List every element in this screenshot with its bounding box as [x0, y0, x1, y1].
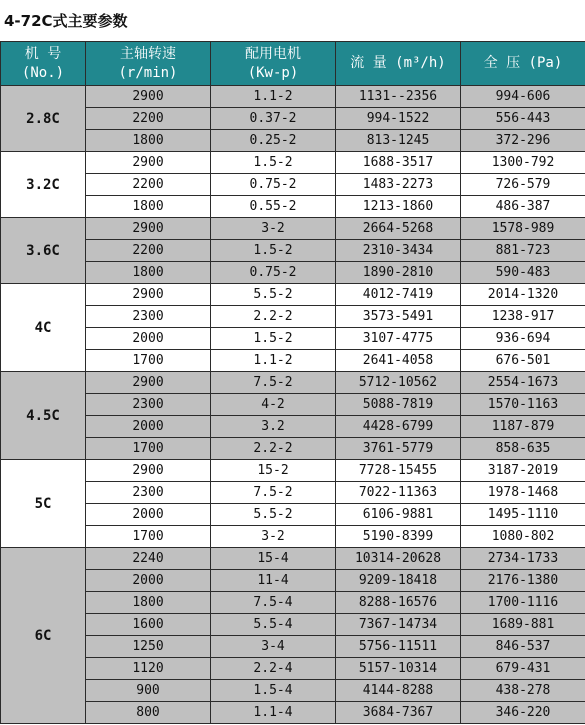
table-row: [1, 482, 585, 504]
header-row: [1, 42, 585, 86]
header-model: [1, 42, 86, 86]
flow-cell: 3573-5491: [336, 306, 461, 328]
motor-cell: 0.25-2: [211, 130, 336, 152]
header-flow: [336, 42, 461, 86]
pressure-cell: 858-635: [461, 438, 585, 460]
model-cell: 4C: [1, 284, 86, 372]
table-row: [1, 350, 585, 372]
header-motor-line2: (Kw-p): [247, 64, 299, 81]
flow-cell: 1890-2810: [336, 262, 461, 284]
flow-cell: 7022-11363: [336, 482, 461, 504]
pressure-cell: 2014-1320: [461, 284, 585, 306]
table-row: [1, 416, 585, 438]
motor-cell: 1.1-2: [211, 350, 336, 372]
table-row: [1, 218, 585, 240]
pressure-cell: 1300-792: [461, 152, 585, 174]
pressure-cell: 2176-1380: [461, 570, 585, 592]
motor-cell: 15-4: [211, 548, 336, 570]
speed-cell: 1700: [86, 438, 211, 460]
pressure-cell: 1495-1110: [461, 504, 585, 526]
flow-cell: 1688-3517: [336, 152, 461, 174]
model-cell: 5C: [1, 460, 86, 548]
pressure-cell: 1578-989: [461, 218, 585, 240]
pressure-cell: 676-501: [461, 350, 585, 372]
motor-cell: 3-2: [211, 526, 336, 548]
table-row: [1, 570, 585, 592]
table-row: [1, 680, 585, 702]
table-row: [1, 196, 585, 218]
table-body: [1, 86, 585, 724]
table-row: [1, 438, 585, 460]
pressure-cell: 590-483: [461, 262, 585, 284]
flow-cell: 4012-7419: [336, 284, 461, 306]
flow-cell: 1213-1860: [336, 196, 461, 218]
pressure-cell: 2734-1733: [461, 548, 585, 570]
flow-cell: 5088-7819: [336, 394, 461, 416]
table-row: [1, 284, 585, 306]
flow-cell: 4144-8288: [336, 680, 461, 702]
table-row: [1, 152, 585, 174]
motor-cell: 2.2-2: [211, 438, 336, 460]
pressure-cell: 372-296: [461, 130, 585, 152]
motor-cell: 1.5-4: [211, 680, 336, 702]
header-model-line1: 机 号: [24, 45, 62, 62]
speed-cell: 2000: [86, 504, 211, 526]
flow-cell: 3684-7367: [336, 702, 461, 724]
speed-cell: 2200: [86, 174, 211, 196]
header-speed-line1: 主轴转速: [120, 45, 176, 62]
pressure-cell: 881-723: [461, 240, 585, 262]
header-pressure: [461, 42, 585, 86]
motor-cell: 3-2: [211, 218, 336, 240]
flow-cell: 3761-5779: [336, 438, 461, 460]
model-cell: 3.6C: [1, 218, 86, 284]
flow-cell: 8288-16576: [336, 592, 461, 614]
speed-cell: 2200: [86, 108, 211, 130]
speed-cell: 2300: [86, 394, 211, 416]
speed-cell: 2240: [86, 548, 211, 570]
speed-cell: 800: [86, 702, 211, 724]
table-row: [1, 460, 585, 482]
speed-cell: 1700: [86, 350, 211, 372]
flow-cell: 7367-14734: [336, 614, 461, 636]
flow-cell: 3107-4775: [336, 328, 461, 350]
table-row: [1, 306, 585, 328]
motor-cell: 3.2: [211, 416, 336, 438]
motor-cell: 11-4: [211, 570, 336, 592]
motor-cell: 15-2: [211, 460, 336, 482]
speed-cell: 2900: [86, 460, 211, 482]
speed-cell: 1120: [86, 658, 211, 680]
motor-cell: 0.37-2: [211, 108, 336, 130]
table-row: [1, 592, 585, 614]
pressure-cell: 486-387: [461, 196, 585, 218]
pressure-cell: 3187-2019: [461, 460, 585, 482]
motor-cell: 2.2-4: [211, 658, 336, 680]
flow-cell: 2641-4058: [336, 350, 461, 372]
page-title: 4-72C式主要参数: [4, 12, 128, 30]
table-row: [1, 548, 585, 570]
motor-cell: 7.5-2: [211, 482, 336, 504]
pressure-cell: 1080-802: [461, 526, 585, 548]
speed-cell: 2900: [86, 152, 211, 174]
speed-cell: 1600: [86, 614, 211, 636]
motor-cell: 2.2-2: [211, 306, 336, 328]
motor-cell: 0.75-2: [211, 174, 336, 196]
speed-cell: 1800: [86, 592, 211, 614]
flow-cell: 10314-20628: [336, 548, 461, 570]
speed-cell: 2900: [86, 372, 211, 394]
table-row: [1, 526, 585, 548]
header-speed-line2: (r/min): [118, 64, 178, 81]
speed-cell: 1700: [86, 526, 211, 548]
table-row: [1, 328, 585, 350]
speed-cell: 900: [86, 680, 211, 702]
pressure-cell: 846-537: [461, 636, 585, 658]
flow-cell: 4428-6799: [336, 416, 461, 438]
speed-cell: 2000: [86, 416, 211, 438]
motor-cell: 7.5-4: [211, 592, 336, 614]
header-motor-line1: 配用电机: [245, 45, 301, 62]
speed-cell: 1800: [86, 196, 211, 218]
flow-cell: 5157-10314: [336, 658, 461, 680]
header-flow-line1: 流 量 (m³/h): [350, 55, 446, 71]
table-row: [1, 504, 585, 526]
header-motor: [211, 42, 336, 86]
table-row: [1, 394, 585, 416]
table-row: [1, 636, 585, 658]
pressure-cell: 1689-881: [461, 614, 585, 636]
motor-cell: 0.75-2: [211, 262, 336, 284]
speed-cell: 2300: [86, 306, 211, 328]
motor-cell: 1.5-2: [211, 240, 336, 262]
table-row: [1, 262, 585, 284]
pressure-cell: 994-606: [461, 86, 585, 108]
motor-cell: 5.5-2: [211, 504, 336, 526]
pressure-cell: 1700-1116: [461, 592, 585, 614]
model-cell: 4.5C: [1, 372, 86, 460]
speed-cell: 2900: [86, 86, 211, 108]
speed-cell: 1250: [86, 636, 211, 658]
model-cell: 3.2C: [1, 152, 86, 218]
pressure-cell: 679-431: [461, 658, 585, 680]
flow-cell: 5190-8399: [336, 526, 461, 548]
table-header: [1, 42, 585, 86]
motor-cell: 1.5-2: [211, 152, 336, 174]
flow-cell: 1483-2273: [336, 174, 461, 196]
pressure-cell: 1238-917: [461, 306, 585, 328]
speed-cell: 2000: [86, 328, 211, 350]
table-row: [1, 702, 585, 724]
speed-cell: 2900: [86, 218, 211, 240]
pressure-cell: 726-579: [461, 174, 585, 196]
model-cell: 6C: [1, 548, 86, 724]
flow-cell: 9209-18418: [336, 570, 461, 592]
pressure-cell: 1978-1468: [461, 482, 585, 504]
speed-cell: 1800: [86, 262, 211, 284]
pressure-cell: 1570-1163: [461, 394, 585, 416]
motor-cell: 0.55-2: [211, 196, 336, 218]
flow-cell: 1131--2356: [336, 86, 461, 108]
pressure-cell: 346-220: [461, 702, 585, 724]
motor-cell: 7.5-2: [211, 372, 336, 394]
motor-cell: 1.5-2: [211, 328, 336, 350]
table-row: [1, 86, 585, 108]
flow-cell: 994-1522: [336, 108, 461, 130]
pressure-cell: 556-443: [461, 108, 585, 130]
flow-cell: 5712-10562: [336, 372, 461, 394]
model-cell: 2.8C: [1, 86, 86, 152]
table-row: [1, 130, 585, 152]
table-row: [1, 614, 585, 636]
motor-cell: 1.1-4: [211, 702, 336, 724]
parameters-table: [0, 41, 585, 724]
flow-cell: 813-1245: [336, 130, 461, 152]
motor-cell: 5.5-4: [211, 614, 336, 636]
table-row: [1, 658, 585, 680]
pressure-cell: 438-278: [461, 680, 585, 702]
speed-cell: 1800: [86, 130, 211, 152]
flow-cell: 5756-11511: [336, 636, 461, 658]
flow-cell: 2664-5268: [336, 218, 461, 240]
flow-cell: 2310-3434: [336, 240, 461, 262]
header-pressure-line1: 全 压 (Pa): [483, 55, 563, 71]
flow-cell: 6106-9881: [336, 504, 461, 526]
table-row: [1, 240, 585, 262]
speed-cell: 2200: [86, 240, 211, 262]
header-model-line2: (No.): [21, 64, 65, 81]
motor-cell: 5.5-2: [211, 284, 336, 306]
pressure-cell: 2554-1673: [461, 372, 585, 394]
table-row: [1, 108, 585, 130]
speed-cell: 2300: [86, 482, 211, 504]
pressure-cell: 1187-879: [461, 416, 585, 438]
motor-cell: 4-2: [211, 394, 336, 416]
header-speed: [86, 42, 211, 86]
motor-cell: 3-4: [211, 636, 336, 658]
motor-cell: 1.1-2: [211, 86, 336, 108]
speed-cell: 2000: [86, 570, 211, 592]
table-row: [1, 372, 585, 394]
flow-cell: 7728-15455: [336, 460, 461, 482]
table-row: [1, 174, 585, 196]
pressure-cell: 936-694: [461, 328, 585, 350]
speed-cell: 2900: [86, 284, 211, 306]
